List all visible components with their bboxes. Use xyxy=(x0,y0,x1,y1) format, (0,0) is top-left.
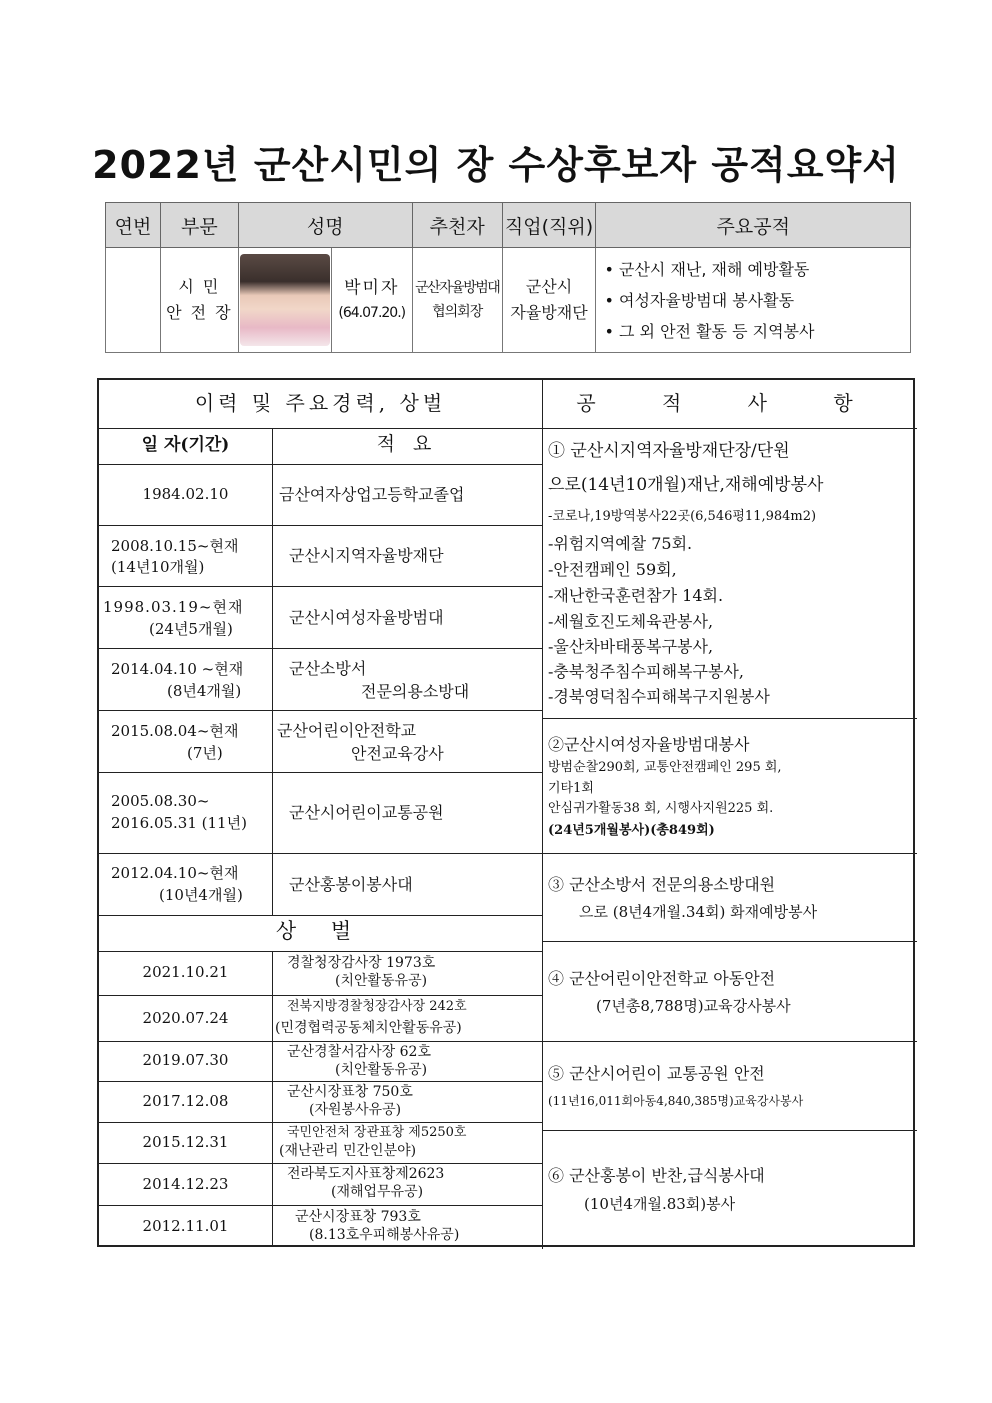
row-divider xyxy=(99,428,542,429)
award-date: 2012.11.01 xyxy=(142,1217,229,1235)
row-divider xyxy=(542,1041,917,1042)
row-divider xyxy=(99,1081,542,1082)
award-reason: (치안활동유공) xyxy=(335,973,428,989)
award-name: 군산시장표창 750호 xyxy=(287,1084,413,1100)
history-desc: 군산시여성자율방범대 xyxy=(289,608,444,627)
header-category: 부문 xyxy=(160,203,238,248)
history-date-sub: (7년) xyxy=(187,744,223,762)
merit-6-title: ⑥ 군산홍봉이 반찬,급식봉사대 xyxy=(548,1166,765,1185)
merits-section-title: 공 적 사 항 xyxy=(576,391,883,415)
row-divider xyxy=(99,525,542,526)
history-date-sub: (14년10개월) xyxy=(111,558,205,576)
merit-1-line: -세월호진도체육관봉사, xyxy=(548,612,714,631)
candidate-birth: (64.07.20.) xyxy=(338,305,406,321)
merit-1-line: 으로(14년10개월)재난,재해예방봉사 xyxy=(548,475,824,495)
award-date: 2019.07.30 xyxy=(142,1051,229,1069)
award-name: 전라북도지사표창제2623 xyxy=(287,1166,445,1182)
row-divider xyxy=(99,951,542,952)
history-date-sub: (24년5개월) xyxy=(149,620,233,638)
category-line1: 시 민 xyxy=(178,277,221,296)
merit-1-title: ① 군산시지역자율방재단장/단원 xyxy=(548,441,790,461)
merit-6-line: (10년4개월.83회)봉사 xyxy=(584,1195,736,1213)
header-name: 성명 xyxy=(238,203,412,248)
history-desc: 군산어린이안전학교 xyxy=(277,721,417,740)
row-category xyxy=(160,248,238,353)
merit-1-line: -재난한국훈련참가 14회. xyxy=(548,586,724,605)
award-reason: (재해업무유공) xyxy=(331,1184,424,1200)
job-line1: 군산시 xyxy=(525,277,573,296)
recommender-line1: 군산자율방범대 xyxy=(415,280,500,296)
award-date: 2014.12.23 xyxy=(142,1175,229,1193)
history-col-desc: 적 요 xyxy=(376,433,438,455)
award-date: 2020.07.24 xyxy=(142,1009,229,1027)
row-divider xyxy=(99,586,542,587)
history-col-date: 일 자(기간) xyxy=(141,435,230,455)
career-merit-table xyxy=(97,378,915,1247)
row-name xyxy=(331,248,412,353)
merit-5-title: ⑤ 군산시어린이 교통공원 안전 xyxy=(548,1064,765,1083)
merit-1-line: -경북영덕침수피해복구지원봉사 xyxy=(548,687,770,706)
achievement-item: • 군산시 재난, 재해 예방활동 xyxy=(604,259,810,279)
award-reason: (민경협력공동체치안활동유공) xyxy=(275,1020,462,1036)
achievement-item: • 그 외 안전 활동 등 지역봉사 xyxy=(604,321,815,341)
row-divider xyxy=(542,941,917,942)
history-date: 2008.10.15~현재 xyxy=(111,537,239,555)
award-reason: (치안활동유공) xyxy=(335,1062,428,1078)
merit-2-title: ②군산시여성자율방범대봉사 xyxy=(548,735,750,754)
row-job xyxy=(502,248,596,353)
row-divider xyxy=(99,1205,542,1206)
merit-2-line: 안심귀가활동38 회, 시행사지원225 회. xyxy=(548,801,774,816)
award-reason: (재난관리 민간인분야) xyxy=(279,1143,417,1159)
history-desc: 군산시지역자율방재단 xyxy=(289,546,444,565)
history-desc-sub: 전문의용소방대 xyxy=(361,682,470,701)
merit-3-line: 으로 (8년4개월.34회) 화재예방봉사 xyxy=(579,903,818,921)
row-divider xyxy=(99,915,542,916)
row-divider xyxy=(99,648,542,649)
merit-5-line: (11년16,011회아동4,840,385명)교육강사봉사 xyxy=(548,1094,804,1108)
row-divider xyxy=(99,1122,542,1123)
awards-section-title: 상 벌 xyxy=(275,919,366,943)
history-desc-sub: 안전교육강사 xyxy=(351,744,444,763)
candidate-name: 박미자 xyxy=(344,278,400,298)
page-title: 2022년 군산시민의 장 수상후보자 공적요약서 xyxy=(92,143,900,187)
header-job: 직업(직위) xyxy=(502,203,596,248)
row-divider xyxy=(542,1130,917,1131)
recommender-line2: 협의회장 xyxy=(432,304,483,320)
award-name: 경찰청장감사장 1973호 xyxy=(287,955,436,971)
award-date: 2017.12.08 xyxy=(142,1092,229,1110)
row-divider xyxy=(99,995,542,996)
header-number: 연번 xyxy=(106,203,161,248)
summary-header-row xyxy=(106,203,911,248)
header-recommender: 추천자 xyxy=(412,203,502,248)
achievement-item: • 여성자율방범대 봉사활동 xyxy=(604,290,795,310)
award-reason: (자원봉사유공) xyxy=(309,1102,402,1118)
row-achievements xyxy=(596,248,911,353)
row-divider xyxy=(99,464,542,465)
row-divider xyxy=(542,428,917,429)
row-divider xyxy=(542,718,917,719)
history-desc: 금산여자상업고등학교졸업 xyxy=(279,485,465,504)
history-date: 2014.04.10 ~현재 xyxy=(111,660,244,678)
history-date-sub: 2016.05.31 (11년) xyxy=(111,814,247,832)
merit-1-line: -울산차바태풍복구봉사, xyxy=(548,637,714,656)
history-date: 1984.02.10 xyxy=(142,485,229,503)
history-date: 2005.08.30~ xyxy=(111,792,210,810)
row-number xyxy=(106,248,161,353)
row-divider xyxy=(542,853,917,854)
merit-1-line: -충북청주침수피해복구봉사, xyxy=(548,662,744,681)
merit-2-line: 방범순찰290회, 교통안전캠페인 295 회, xyxy=(548,760,782,775)
job-line2: 자율방재단 xyxy=(510,303,588,322)
row-divider xyxy=(99,1041,542,1042)
column-divider xyxy=(272,428,273,915)
history-desc: 군산소방서 xyxy=(289,659,367,678)
award-name: 군산시장표창 793호 xyxy=(295,1209,421,1225)
merit-1-line: -안전캠페인 59회, xyxy=(548,560,677,579)
history-desc: 군산시어린이교통공원 xyxy=(289,803,444,822)
row-recommender xyxy=(412,248,502,353)
summary-table xyxy=(105,202,911,353)
merit-1-line: -코로나,19방역봉사22곳(6,546평11,984m2) xyxy=(548,509,817,524)
history-date: 1998.03.19~현재 xyxy=(103,598,244,616)
award-date: 2021.10.21 xyxy=(142,963,229,981)
merit-4-line: (7년총8,788명)교육강사봉사 xyxy=(596,997,791,1015)
summary-row xyxy=(106,248,911,353)
history-date: 2015.08.04~현재 xyxy=(111,722,239,740)
history-date: 2012.04.10~현재 xyxy=(111,864,239,882)
merit-3-title: ③ 군산소방서 전문의용소방대원 xyxy=(548,875,776,894)
row-photo-cell xyxy=(238,248,331,353)
history-desc: 군산홍봉이봉사대 xyxy=(289,875,413,894)
merit-1-line: -위험지역예찰 75회. xyxy=(548,534,693,553)
merit-2-line: 기타1회 xyxy=(548,781,594,796)
award-reason: (8.13호우피해봉사유공) xyxy=(309,1227,460,1243)
merit-2-total: (24년5개월봉사)(총849회) xyxy=(548,823,715,838)
row-divider xyxy=(99,772,542,773)
candidate-photo xyxy=(240,254,330,346)
award-name: 군산경찰서감사장 62호 xyxy=(287,1044,431,1060)
history-date-sub: (8년4개월) xyxy=(167,682,242,700)
row-divider xyxy=(99,710,542,711)
category-line2: 안 전 장 xyxy=(166,303,233,322)
award-name: 전북지방경찰청장감사장 242호 xyxy=(287,999,467,1014)
merit-4-title: ④ 군산어린이안전학교 아동안전 xyxy=(548,969,776,988)
history-date-sub: (10년4개월) xyxy=(159,886,243,904)
header-achievements: 주요공적 xyxy=(596,203,911,248)
award-name: 국민안전처 장관표창 제5250호 xyxy=(287,1125,467,1140)
column-divider xyxy=(542,380,543,1249)
history-section-title: 이력 및 주요경력, 상벌 xyxy=(194,391,447,415)
award-date: 2015.12.31 xyxy=(142,1133,229,1151)
row-divider xyxy=(99,853,542,854)
row-divider xyxy=(99,1163,542,1164)
